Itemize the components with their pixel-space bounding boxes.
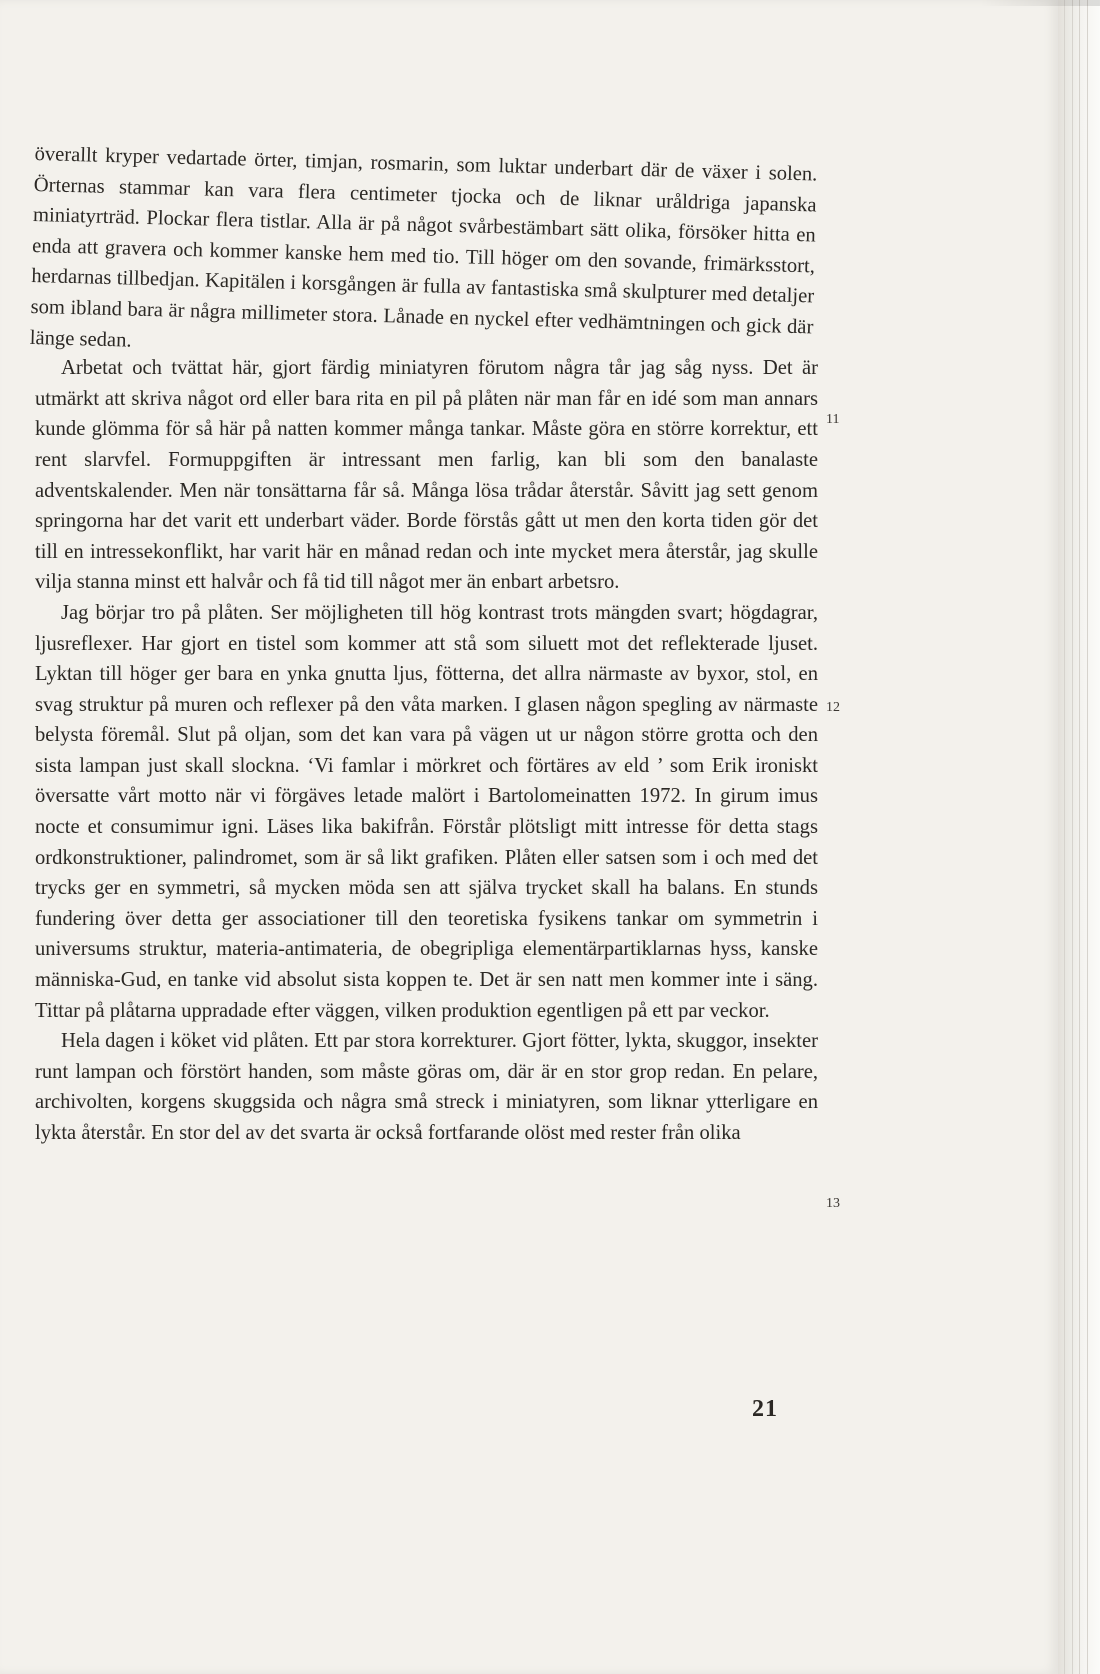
margin-number: 11	[826, 412, 840, 427]
paragraph-4: Hela dagen i köket vid plåten. Ett par stora korrekturer. Gjort fötter, lykta, skuggor, insekter runt lampan och förstört handen, som måste göras om, där är en stor grop redan. En pelare, archivolten, korgens skuggsida och några små streck i miniatyren, som liknar ytterligare en lykta återstår. En stor del av det svarta är också fortfarande olöst med rester från olika	[35, 1030, 818, 1144]
page-stack-edge	[1058, 0, 1100, 1674]
margin-number: 12	[826, 700, 840, 715]
margin-number: 13	[826, 1196, 840, 1211]
paragraph-3: Jag börjar tro på plåten. Ser möjligheten till hög kontrast trots mängden svart; högdagrar, ljusreflexer. Har gjort en tistel som kommer att stå som siluett mot det reflekterade ljuset. Lyktan till höger ger bara en ynka gnutta ljus, fötterna, det allra närmaste av byxor, stol, en svag struktur på muren och reflexer på den våta marken. I glasen någon spegling av närmaste belysta föremål. Slut på oljan, som det kan vara på vägen ut ur någon större grotta och den sista lampan just skall slockna. ‘Vi famlar i mörkret och förtäres av eld ’ som Erik ironiskt översatte vårt motto när vi förgäves letade malört i Bartolomeinatten 1972. In girum imus nocte et consumimur igni. Läses lika bakifrån. Förstår plötsligt mitt intresse för detta stags ordkonstruktioner, palindromet, som är så likt grafiken. Plåten eller satsen som i och med det trycks ger en symmetri, så mycken möda sen att själva trycket skall ha balans. En stunds fundering över detta ger associationer till den teoretiska fysikens tankar om symmetrin i universums struktur, materia-antimateria, de obegripliga elementärpartiklarnas hyss, kanske människa-Gud, en tanke vid absolut sista koppen te. Det är sen natt men kommer inte i säng. Tittar på plåtarna uppradade efter väggen, vilken produktion egentligen på ett par veckor.	[35, 601, 818, 1022]
paragraph-1: överallt kryper vedartade örter, timjan, rosmarin, som luktar underbart där de växer i solen. Örternas stammar kan vara flera centimeter tjocka och de liknar uråldriga japanska miniatyrträd. Plockar flera tistlar. Alla är på något svårbestämbart sätt olika, försöker hitta en enda att gravera och kommer kanske hem med tio. Till höger om den sovande, frimärksstort, herdarnas tillbedjan. Kapitälen i korsgången är fulla av fantastiska små skulpturer med detaljer som ibland bara är några millimeter stora. Lånade en nyckel efter vedhämtningen och gick där länge sedan.	[29, 142, 818, 352]
top-shadow	[980, 0, 1100, 6]
paragraph-2: Arbetat och tvättat här, gjort färdig miniatyren förutom några tår jag såg nyss. Det är utmärkt att skriva något ord eller bara rita en pil på plåten när man får en idé som man annars kunde glömma för så här på natten kommer många tankar. Måste göra en större korrektur, ett rent slarvfel. Formuppgiften är intressant men farlig, kan bli som den banalaste adventskalender. Men när tonsättarna får så. Många lösa trådar återstår. Såvitt jag sett genom springorna har det varit ett underbart väder. Borde förstås gått ut men den korta tiden gör det till en intressekonflikt, har varit här en månad redan och inte mycket mera återstår, jag skulle vilja stanna minst ett halvår och få tid till något mer än enbart arbetsro.	[35, 357, 818, 594]
page-number: 21	[752, 1396, 778, 1422]
body-text	[29, 139, 818, 1149]
